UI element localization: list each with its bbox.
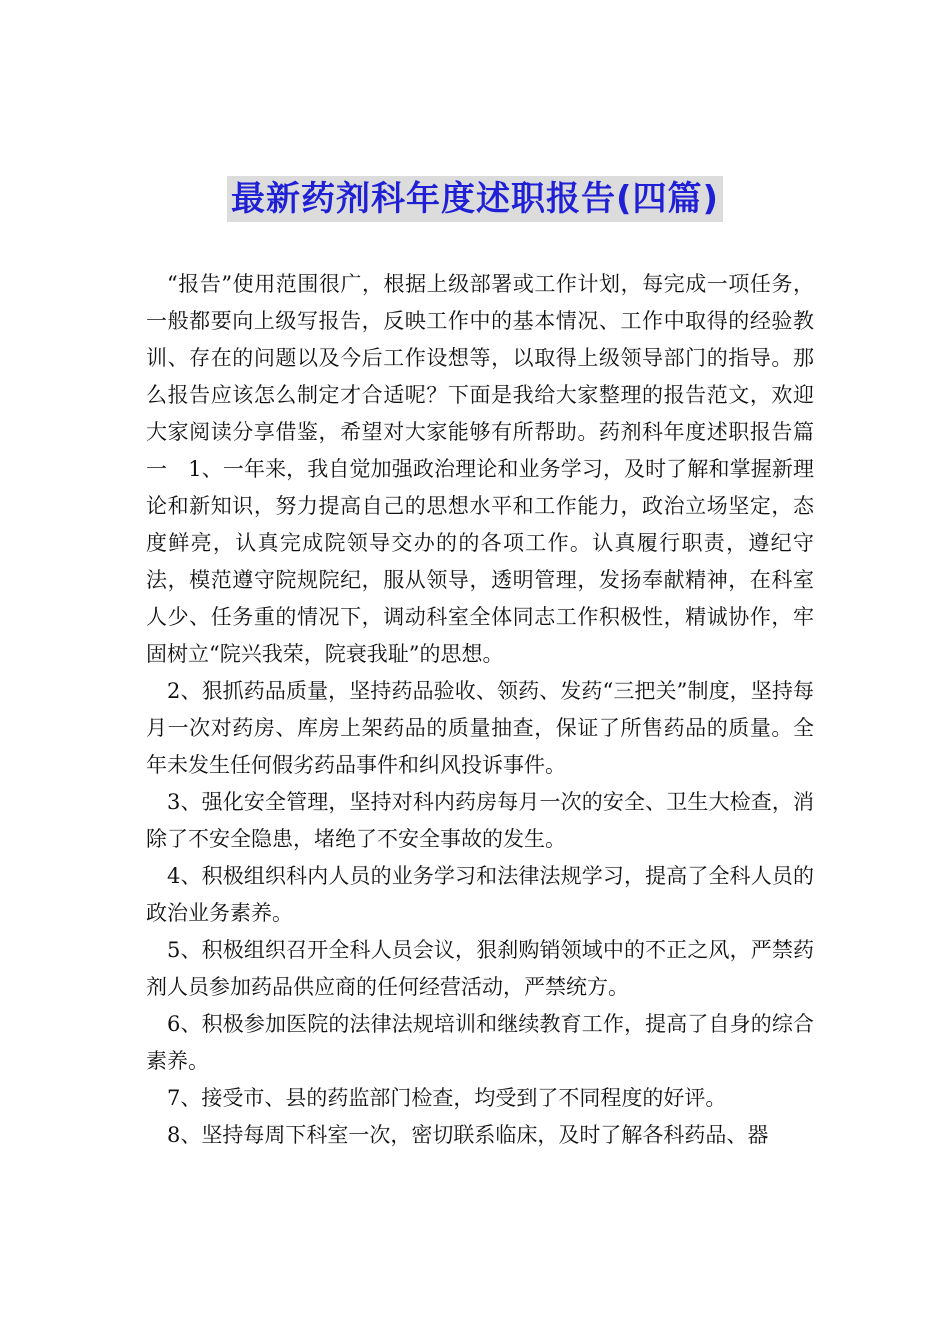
paragraph-item-7: 7、接受市、县的药监部门检查，均受到了不同程度的好评。 [167,1086,727,1110]
title-wrap [0,176,950,222]
document-title: 最新药剂科年度述职报告(四篇) [227,176,723,222]
paragraph-intro: “报告”使用范围很广，根据上级部署或工作计划，每完成一项任务，一般都要向上级写报告，反映工作中的基本情况、工作中取得的经验教训、存在的问题以及今后工作设想等，以取得上级领导部门的指导。那么报告应该怎么制定才合适呢？下面是我给大家整理的报告范文，欢迎大家阅读分享借鉴，希望对大家能够有所帮助。药剂科年度述职报告篇一 1、一年来，我自觉加强政治理论和业务学习，及时了解和掌握新理论和新知识，努力提高自己的思想水平和工作能力，政治立场坚定，态度鲜亮，认真完成院领导交办的的各项工作。认真履行职责，遵纪守法，模范遵守院规院纪，服从领导，透明管理，发扬奉献精神，在科室人少、任务重的情况下，调动科室全体同志工作积极性，精诚协作，牢固树立“院兴我荣，院衰我耻”的思想。 [146,272,814,666]
paragraph-item-6: 6、积极参加医院的法律法规培训和继续教育工作，提高了自身的综合素养。 [146,1012,814,1073]
paragraph-item-4: 4、积极组织科内人员的业务学习和法律法规学习，提高了全科人员的政治业务素养。 [146,864,814,925]
paragraph-item-2: 2、狠抓药品质量，坚持药品验收、领药、发药“三把关”制度，坚持每月一次对药房、库房上架药品的质量抽查，保证了所售药品的质量。全年未发生任何假劣药品事件和纠风投诉事件。 [146,679,814,777]
paragraph-item-3: 3、强化安全管理，坚持对科内药房每月一次的安全、卫生大检查，消除了不安全隐患，堵绝了不安全事故的发生。 [146,790,814,851]
paragraph-item-8: 8、坚持每周下科室一次，密切联系临床，及时了解各科药品、器 [167,1123,769,1147]
paragraph-item-5: 5、积极组织召开全科人员会议，狠刹购销领域中的不正之风，严禁药剂人员参加药品供应商的任何经营活动，严禁统方。 [146,938,814,999]
document-body [146,266,814,1154]
